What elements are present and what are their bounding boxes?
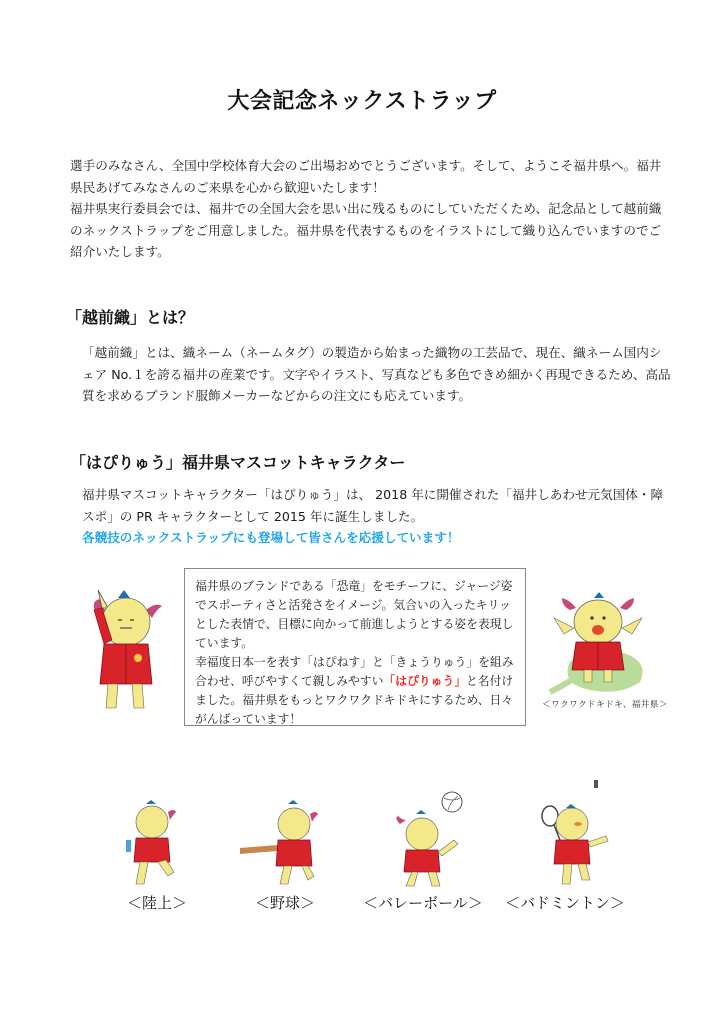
sport-caption-badminton: ＜バドミントン＞: [505, 894, 625, 912]
section-echizen-ori-body: 「越前織」とは、織ネーム（ネームタグ）の製造から始まった織物の工芸品で、現在、織ネーム国内シェア No.１を誇る福井の産業です。文字やイラスト、写真なども多色できめ細かく再現できるため、高品質を求めるブランド服飾メーカーなどからの注文にも応えています。: [82, 345, 671, 403]
hapiryu-baseball-illustration: [238, 800, 328, 888]
hapiryu-description-box: [184, 568, 526, 726]
description-text-end: と名付けました。福井県をもっとワクワクドキドキにするため、日々がんばっています！: [195, 674, 514, 726]
hapiryu-fukui-map-illustration: [540, 592, 670, 696]
description-paragraph-1: 福井県のブランドである「恐竜」をモチーフに、ジャージ姿でスポーティさと活発さをイメージ。気合いの入ったキリッとした表情で、目標に向かって前進しようとする姿を表現しています。: [195, 579, 514, 650]
description-text: 幸福度日本一を表す「はぴねす」と「きょうりゅう」を組み合わせ、呼びやすくて親しみやすい: [195, 655, 514, 688]
hapiryu-highlight-text: 各競技のネックストラップにも登場して皆さんを応援しています！: [82, 530, 460, 545]
section-hapiryu-heading: 「はぴりゅう」福井県マスコットキャラクター: [70, 453, 406, 472]
sport-caption-baseball: ＜野球＞: [254, 894, 315, 912]
sport-caption-track: ＜陸上＞: [126, 894, 187, 912]
description-paragraph-2: [195, 653, 517, 729]
section-hapiryu-body: [82, 484, 672, 549]
intro-paragraph-1: 選手のみなさん、全国中学校体育大会のご出場おめでとうございます。そして、ようこそ福井県へ。福井県民あげてみなさんのご来県を心から歓迎いたします！: [70, 158, 662, 195]
section-echizen-ori-heading: 「越前織」とは？: [66, 308, 195, 327]
mascot-caption: ＜ワクワクドキドキ、福井県＞: [542, 700, 668, 710]
hapiryu-badminton-illustration: [530, 780, 620, 892]
hapiryu-name-highlight: 「はぴりゅう」: [383, 674, 466, 688]
hapiryu-intro-text: 福井県マスコットキャラクター「はぴりゅう」は、 2018 年に開催された「福井しあわせ元気国体・障スポ」の PR キャラクターとして 2015 年に誕生しました。: [82, 487, 664, 524]
hapiryu-track-illustration: [122, 800, 182, 888]
page-title: 大会記念ネックストラップ: [227, 89, 497, 114]
hapiryu-volleyball-illustration: [388, 790, 468, 890]
intro-text: [70, 155, 670, 263]
hapiryu-waving-illustration: [88, 588, 168, 718]
intro-paragraph-2: 福井県実行委員会では、福井での全国大会を思い出に残るものにしていただくため、記念品として越前織のネックストラップをご用意しました。福井県を代表するものをイラストにして織り込んでいますのでご紹介いたします。: [70, 201, 662, 259]
sport-caption-volleyball: ＜バレーボール＞: [363, 894, 483, 912]
